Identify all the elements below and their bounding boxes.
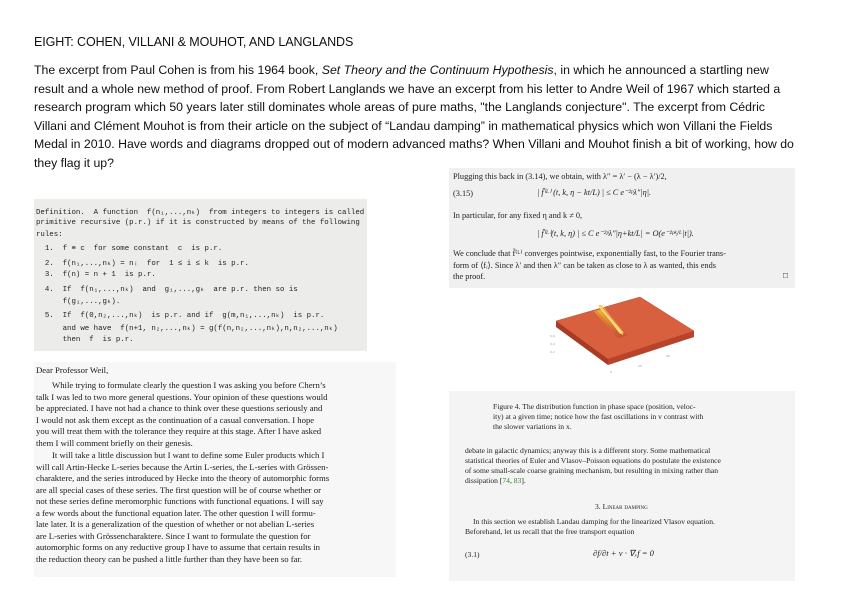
letter-line: be appreciated. I have not had a chance to think over these questions seriously and <box>36 403 323 413</box>
letter-line: automorphic forms on any reductive group I have to assume that certain results in <box>36 542 320 552</box>
cohen-line: primitive recursive (p.r.) if it is constructed by means of the following <box>36 219 360 227</box>
letter-line: talk I was led to two more general questions. Your opinion of these questions would <box>36 391 328 402</box>
cohen-line: then f is p.r. <box>36 336 134 344</box>
body-text: dissipation [ <box>465 476 503 485</box>
letter-line: the reduction theory can be pushed a little further than they have been so far. <box>36 553 303 564</box>
letter-line: late later. It is a generalization of the question of whether or not abelian L-series <box>36 519 315 529</box>
letter-line: not these series define meromorphic functions with functional equations. I will say <box>36 496 324 506</box>
body-line <box>465 476 526 487</box>
body-line: Beforehand, let us recall that the free transport equation <box>465 527 635 536</box>
villani-line: We conclude that f̃⁽ᴸ⁾ converges pointwise, exponentially fast, to the Fourier trans- <box>453 249 726 258</box>
letter-paragraph-1 <box>36 380 394 449</box>
letter-line: are all special cases of these series. The first question will be of course whether or <box>36 484 321 495</box>
body-text: , <box>509 476 514 485</box>
body-text: ]. <box>521 476 526 485</box>
svg-text:0.4: 0.4 <box>550 342 555 346</box>
villani-line: In particular, for any fixed η and k ≠ 0, <box>453 211 583 220</box>
equation-3-1: ∂f/∂t + v · ∇ₓf = 0 <box>593 548 654 558</box>
villani-line: Plugging this back in (3.14), we obtain, with λ″ = λ′ − (λ − λ′)/2, <box>453 172 667 181</box>
figure-caption-line: the slower variations in x. <box>493 422 572 431</box>
letter-line: are L-series with Grössencharaktere. Since I want to formulate the question for <box>36 530 311 541</box>
letter-paragraph-2 <box>36 450 394 565</box>
svg-text:20: 20 <box>638 364 642 368</box>
svg-text:0.2: 0.2 <box>550 350 555 354</box>
intro-part1: The excerpt from Paul Cohen is from his 1964 book, <box>34 63 322 77</box>
letter-line: you will treat them with the tolerance they require at this stage. After I have asked <box>36 426 322 436</box>
cohen-line: 2. f(n₁,...,nₖ) = nᵢ for 1 ≤ i ≤ k is p.r. <box>36 260 249 268</box>
villani-equations <box>449 168 795 288</box>
letter-line: charaktere, and the series introduced by Hecke into the theory of automorphic forms <box>36 473 330 483</box>
body-line: of some small-scale coarse graining mechanism, but resulting in mixing rather than <box>465 466 719 475</box>
letter-line: them I will comment briefly on their genesis. <box>36 437 193 448</box>
book-title: Set Theory and the Continuum Hypothesis <box>321 63 554 77</box>
letter-line: While trying to formulate clearly the question I was asking you before Chern’s <box>52 380 326 390</box>
cohen-line: rules: <box>36 231 63 239</box>
intro-part2: , in which he announced a startling new result and a whole new method of proof. From Robert Langlands we have an excerpt from his letter to Andre Weil of 1967 which started a research program which 50 years later still dominates whole areas of pure maths, "the Langlands conjecture". The excerpt from Cédric Villani and Clément Mouhot is from their article on the subject of “Landau damping” in mathematical physics which won Villani the Fields Medal in 2010. Have words and diagrams dropped out of modern advanced maths? When Villani and Mouhot finish a bit of working, how do they flag it up? <box>34 63 794 170</box>
cohen-excerpt <box>34 199 367 351</box>
body-line: debate in galactic dynamics; anyway this is a different story. Some mathematical <box>465 446 711 455</box>
intro-paragraph <box>34 61 794 173</box>
svg-text:0: 0 <box>610 370 612 374</box>
villani-line: the proof. <box>453 272 486 281</box>
cohen-line: Definition. A function f(n₁,...,nₖ) from integers to integers is called <box>36 209 365 217</box>
equation-pointwise: | f̃⁽ᴸ⁾(t, k, η) | ≤ C e⁻²ᵖλ″|η+kt/L| = O(e⁻²ᵖᵏ/ᴸ|t|). <box>537 229 694 238</box>
qed-symbol: □ <box>783 271 789 280</box>
body-line: statistical theories of Euler and Vlasov–Poisson equations do postulate the existence <box>465 456 721 465</box>
langlands-letter <box>34 362 396 577</box>
figure-caption-line: Figure 4. The distribution function in phase space (position, veloc- <box>493 402 696 411</box>
cohen-line: 4. If f(n₁,...,nₖ) and g₁,...,gₖ are p.r. then so is <box>36 286 298 294</box>
equation-label: (3.1) <box>465 550 480 559</box>
letter-line: It will take a little discussion but I want to define some Euler products which I <box>52 450 325 460</box>
section-heading: 3. Linear damping <box>595 502 648 511</box>
phase-space-plot <box>548 291 698 386</box>
letter-salutation: Dear Professor Weil, <box>36 365 109 375</box>
villani-line: form of ⟨fᵢ⟩. Since λ′ and then λ″ can be taken as close to λ as wanted, this ends <box>453 261 716 270</box>
svg-text:0.6: 0.6 <box>550 334 555 338</box>
body-line: In this section we establish Landau damping for the linearized Vlasov equation. <box>473 517 715 526</box>
cohen-line: 1. f ≡ c for some constant c is p.r. <box>36 245 223 253</box>
citation-link[interactable]: 74 <box>502 476 510 485</box>
citation-link[interactable]: 83 <box>513 476 522 485</box>
plot-base-surface <box>556 297 694 359</box>
letter-line: I would not ask them except as the continuation of a casual conversation. I hope <box>36 414 315 425</box>
cohen-line: 3. f(n) = n + 1 is p.r. <box>36 271 156 279</box>
svg-text:40: 40 <box>666 354 670 358</box>
equation-3-15: | f̃⁽ᴸ⁾ (t, k, η − kt/L) | ≤ C e⁻²ᵖλ″|η|. <box>537 188 652 197</box>
cohen-line: 5. If f(0,n₂,...,nₖ) is p.r. and if g(m,n₁,...,nₖ) is p.r. <box>36 312 325 320</box>
letter-line: will call Artin-Hecke L-series because the Artin L-series, the L-series with Grössen- <box>36 461 329 472</box>
cohen-line: and we have f(n+1, n₂,...,nₖ) = g(f(n,n₂,...,nₖ),n,n₂,...,nₖ) <box>36 325 338 333</box>
figure-caption-line: ity) at a given time; notice how the fast oscillations in v contrast with <box>493 412 704 421</box>
letter-line: a few words about the functional equation later. The other question I will formu- <box>36 507 316 518</box>
cohen-line: f(g₁,...,gₖ). <box>36 298 121 306</box>
villani-text-lower <box>449 391 795 581</box>
equation-label: (3.15) <box>453 189 474 198</box>
page-heading: EIGHT: COHEN, VILLANI & MOUHOT, AND LANGLANDS <box>34 35 354 49</box>
